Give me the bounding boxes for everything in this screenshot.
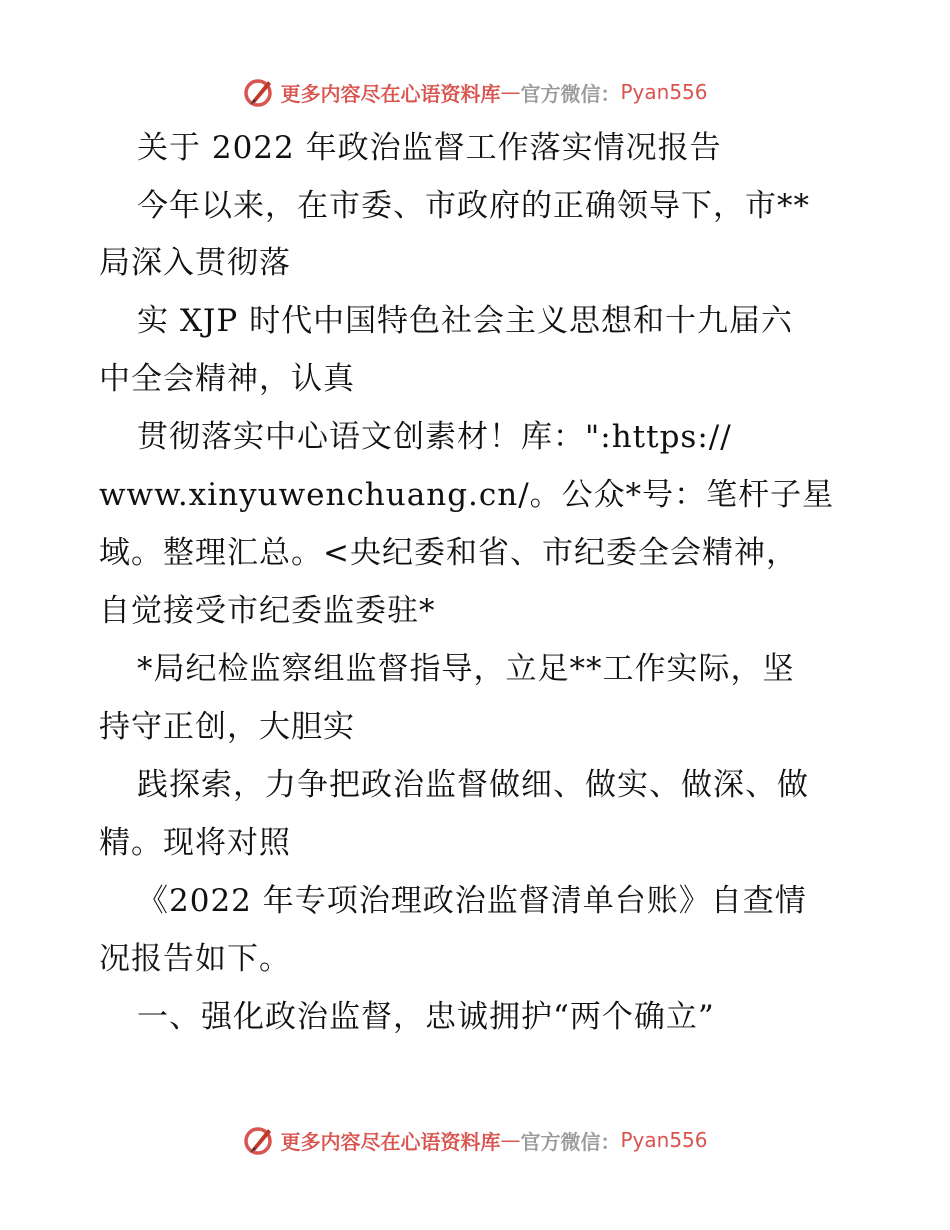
watermark-dash: — bbox=[500, 80, 521, 104]
paragraph-line: 实 XJP 时代中国特色社会主义思想和十九届六 bbox=[137, 303, 794, 339]
paragraph-line: *局纪检监察组监督指导，立足**工作实际，坚 bbox=[137, 651, 795, 687]
paragraph-line: www.xinyuwenchuang.cn/。公众*号：笔杆子星 bbox=[99, 477, 835, 513]
paragraph-line: 中全会精神，认真 bbox=[99, 361, 355, 397]
quill-pen-logo-icon bbox=[242, 1123, 276, 1157]
paragraph-line: 况报告如下。 bbox=[99, 941, 291, 977]
paragraph-line: 局深入贯彻落 bbox=[99, 245, 291, 281]
watermark-banner-bottom bbox=[0, 1120, 950, 1160]
paragraph-line: 贯彻落实中心语文创素材！库：":https:// bbox=[137, 419, 732, 455]
watermark-official-label: 官方微信： bbox=[520, 81, 621, 106]
watermark-wechat-id: Pyan556 bbox=[620, 80, 708, 104]
section-heading: 一、强化政治监督，忠诚拥护“两个确立” bbox=[137, 999, 715, 1035]
paragraph-line: 践探索，力争把政治监督做细、做实、做深、做 bbox=[137, 767, 809, 803]
watermark-wechat-id: Pyan556 bbox=[620, 1128, 708, 1152]
watermark-banner-top bbox=[0, 72, 950, 112]
watermark-main-text: 更多内容尽在心语资料库 bbox=[280, 81, 501, 106]
watermark-dash: — bbox=[500, 1128, 521, 1152]
paragraph-line: 自觉接受市纪委监委驻* bbox=[99, 593, 436, 629]
watermark-official-label: 官方微信： bbox=[520, 1129, 621, 1154]
paragraph-line: 今年以来，在市委、市政府的正确领导下，市** bbox=[137, 188, 810, 224]
watermark-main-text: 更多内容尽在心语资料库 bbox=[280, 1129, 501, 1154]
paragraph-line: 域。整理汇总。<央纪委和省、市纪委全会精神， bbox=[99, 535, 798, 571]
paragraph-line: 持守正创，大胆实 bbox=[99, 709, 355, 745]
paragraph-line: 《2022 年专项治理政治监督清单台账》自查情 bbox=[137, 883, 807, 919]
quill-pen-logo-icon bbox=[242, 75, 276, 109]
paragraph-line: 精。现将对照 bbox=[99, 825, 291, 861]
document-title: 关于 2022 年政治监督工作落实情况报告 bbox=[137, 130, 722, 166]
